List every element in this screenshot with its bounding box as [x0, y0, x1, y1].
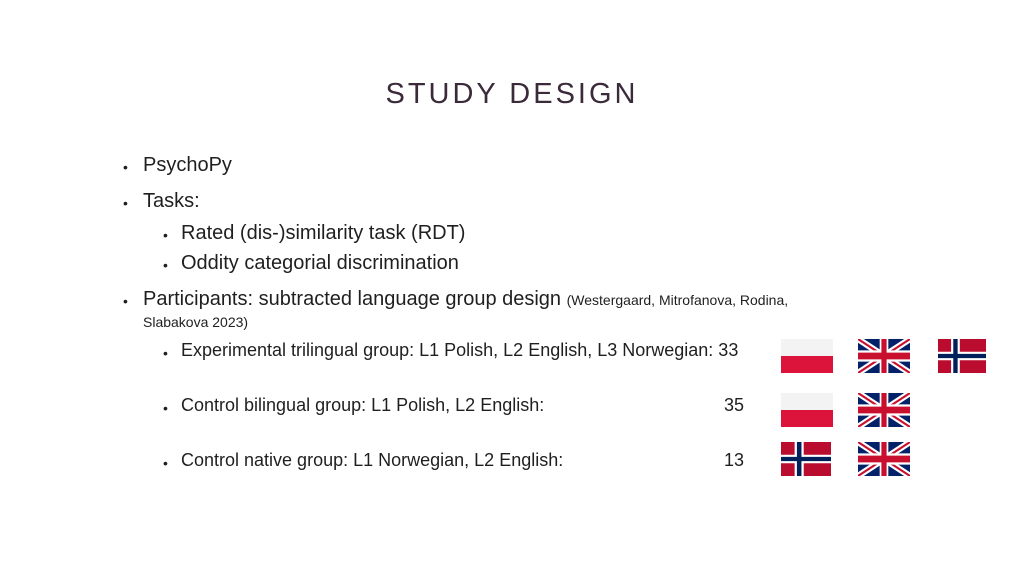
- group-bilingual-count: 35: [724, 395, 745, 415]
- bullet-text: Control bilingual group: L1 Polish, L2 English:: [181, 395, 545, 415]
- norway-flag: [781, 442, 831, 476]
- bullet-text: Control native group: L1 Norwegian, L2 English:: [181, 450, 564, 470]
- poland-flag: [781, 393, 833, 427]
- bullet-psychopy: [123, 154, 232, 177]
- uk-flag: [858, 442, 910, 476]
- uk-flag: [858, 339, 910, 373]
- bullet-text: Participants: subtracted language group design: [143, 288, 562, 310]
- bullet-text: Experimental trilingual group: L1 Polish, L2 English, L3 Norwegian: 33: [181, 340, 739, 360]
- bullet-dot: •: [123, 195, 128, 211]
- bullet-participants: [123, 288, 789, 311]
- uk-flag: [858, 393, 910, 427]
- poland-flag: [781, 339, 833, 373]
- bullet-dot: •: [163, 455, 168, 471]
- bullet-text: Tasks:: [143, 190, 200, 212]
- bullet-dot: •: [163, 400, 168, 416]
- bullet-dot: •: [123, 293, 128, 309]
- bullet-dot: •: [163, 345, 168, 361]
- slide-title: STUDY DESIGN: [385, 78, 639, 110]
- group-native-count: 13: [724, 450, 745, 470]
- bullet-tasks: [123, 190, 200, 213]
- bullet-group-bilingual: [163, 395, 545, 416]
- bullet-text: Oddity categorial discrimination: [181, 252, 459, 274]
- citation: (Westergaard, Mitrofanova, Rodina,: [566, 292, 789, 308]
- bullet-group-native: [163, 450, 564, 471]
- bullet-task-rdt: [163, 222, 466, 245]
- citation-continued: Slabakova 2023): [143, 314, 249, 330]
- norway-flag: [938, 339, 986, 373]
- bullet-group-trilingual: [163, 340, 739, 361]
- bullet-text: Rated (dis-)similarity task (RDT): [181, 222, 466, 244]
- bullet-text: PsychoPy: [143, 154, 232, 176]
- bullet-dot: •: [163, 257, 168, 273]
- bullet-dot: •: [123, 159, 128, 175]
- bullet-dot: •: [163, 227, 168, 243]
- bullet-task-oddity: [163, 252, 459, 275]
